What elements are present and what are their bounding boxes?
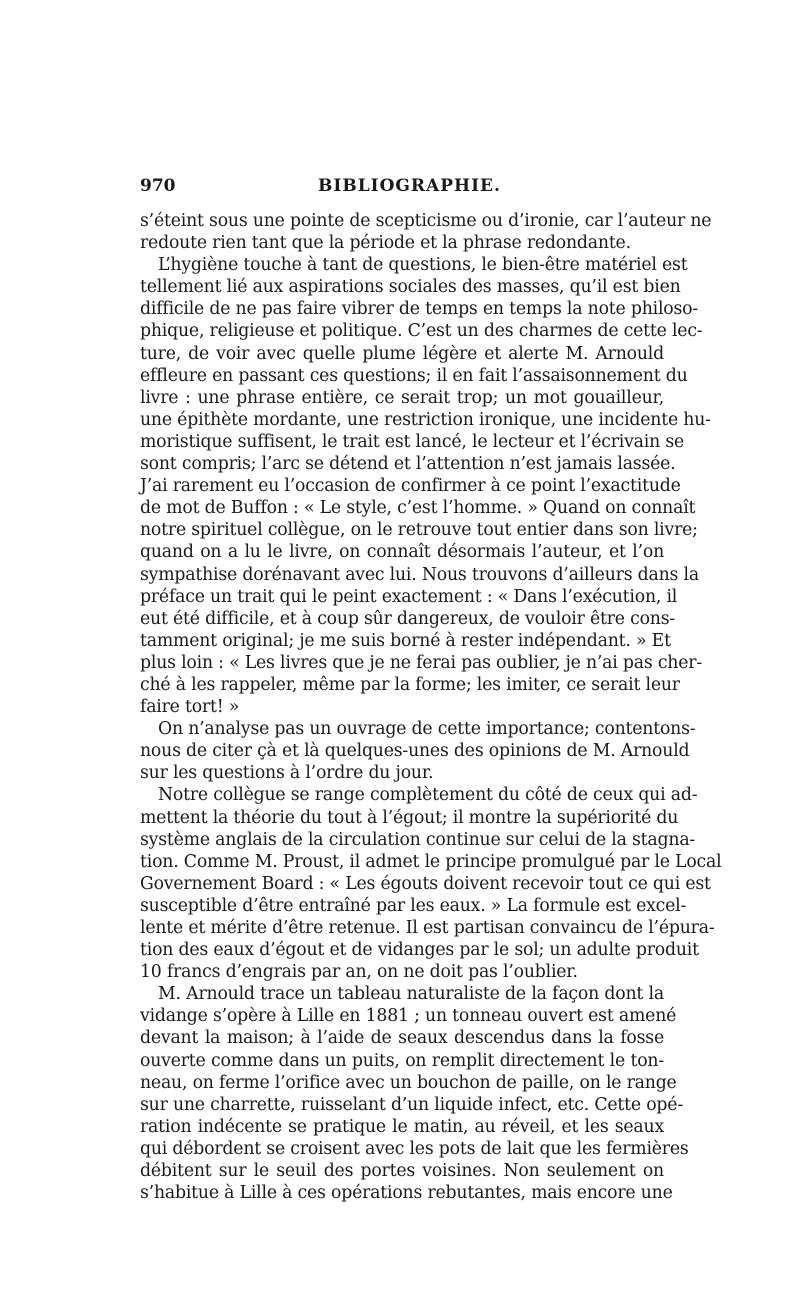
text-line: On n’analyse pas un ouvrage de cette importance; contentons-	[158, 719, 696, 740]
text-line: Notre collègue se range complètement du côté de ceux qui ad-	[158, 785, 698, 806]
text-line: tion des eaux d’égout et de vidanges par le sol; un adulte produit	[140, 940, 699, 961]
text-line: préface un trait qui le peint exactement : « Dans l’exécution, il	[140, 586, 678, 607]
text-line: 10 francs d’engrais par an, on ne doit pas l’oublier.	[140, 962, 578, 983]
text-line: s’éteint sous une pointe de scepticisme ou d’ironie, car l’auteur ne	[140, 211, 712, 231]
text-line: devant la maison; à l’aide de seaux descendus dans la fosse	[140, 1028, 664, 1049]
running-title: BIBLIOGRAPHIE.	[318, 176, 501, 196]
text-line: ture, de voir avec quelle plume légère et alerte M. Arnould	[140, 343, 664, 364]
text-line: nous de citer çà et là quelques-unes des opinions de M. Arnould	[140, 741, 690, 762]
body-text	[140, 210, 722, 1204]
text-line: sympathise dorénavant avec lui. Nous trouvons d’ailleurs dans la	[140, 564, 699, 585]
page-number: 970	[140, 176, 176, 196]
text-line: ration indécente se pratique le matin, au réveil, et les seaux	[140, 1116, 664, 1137]
text-line: système anglais de la circulation continue sur celui de la stagna-	[140, 829, 696, 850]
text-line: plus loin : « Les livres que je ne ferai pas oublier, je n’ai pas cher-	[140, 652, 702, 673]
text-line: débitent sur le seuil des portes voisines. Non seulement on	[140, 1161, 664, 1182]
text-line: faire tort! »	[140, 697, 240, 718]
text-line: sont compris; l’arc se détend et l’attention n’est jamais lassée.	[140, 454, 676, 475]
text-line: tion. Comme M. Proust, il admet le principe promulgué par le Local	[140, 851, 722, 872]
text-line: livre : une phrase entière, ce serait trop; un mot gouailleur,	[140, 387, 664, 408]
text-line: sur une charrette, ruisselant d’un liquide infect, etc. Cette opé-	[140, 1094, 683, 1115]
text-line: qui débordent se croisent avec les pots de lait que les fermières	[140, 1138, 689, 1159]
page-header	[140, 176, 664, 200]
text-line: ché à les rappeler, même par la forme; les imiter, ce serait leur	[140, 674, 680, 695]
book-page	[140, 176, 722, 1204]
text-line: sur les questions à l’ordre du jour.	[140, 763, 434, 784]
text-line: redoute rien tant que la période et la phrase redondante.	[140, 233, 631, 254]
text-line: eut été difficile, et à coup sûr dangereux, de vouloir être cons-	[140, 608, 676, 629]
text-line: tellement lié aux aspirations sociales des masses, qu’il est bien	[140, 277, 681, 298]
text-line: s’habitue à Lille à ces opérations rebutantes, mais encore une	[140, 1183, 673, 1204]
text-line: susceptible d’être entraîné par les eaux. » La formule est excel-	[140, 895, 687, 916]
text-line: moristique suffisent, le trait est lancé, le lecteur et l’écrivain se	[140, 431, 685, 452]
text-line: Governement Board : « Les égouts doivent recevoir tout ce qui est	[140, 873, 711, 894]
text-line: lente et mérite d’être retenue. Il est partisan convaincu de l’épura-	[140, 918, 715, 938]
text-line: J’ai rarement eu l’occasion de confirmer à ce point l’exactitude	[140, 476, 681, 497]
text-line: ouverte comme dans un puits, on remplit directement le ton-	[140, 1050, 664, 1071]
text-line: mettent la théorie du tout à l’égout; il montre la supériorité du	[140, 807, 679, 828]
text-line: L’hygiène touche à tant de questions, le bien-être matériel est	[158, 255, 688, 276]
text-line: difficile de ne pas faire vibrer de temps en temps la note philoso-	[140, 299, 699, 320]
text-line: phique, religieuse et politique. C’est un des charmes de cette lec-	[140, 321, 703, 342]
text-line: notre spirituel collègue, on le retrouve tout entier dans son livre;	[140, 520, 698, 541]
text-line: tamment original; je me suis borné à rester indépendant. » Et	[140, 630, 671, 651]
text-line: quand on a lu le livre, on connaît désormais l’auteur, et l’on	[140, 542, 664, 563]
text-line: M. Arnould trace un tableau naturaliste de la façon dont la	[158, 984, 664, 1005]
text-line: de mot de Buffon : « Le style, c’est l’homme. » Quand on connaît	[140, 498, 696, 519]
text-line: une épithète mordante, une restriction ironique, une incidente hu-	[140, 409, 711, 430]
text-line: neau, on ferme l’orifice avec un bouchon de paille, on le range	[140, 1072, 677, 1093]
text-line: effleure en passant ces questions; il en fait l’assaisonnement du	[140, 365, 688, 386]
text-line: vidange s’opère à Lille en 1881 ; un tonneau ouvert est amené	[140, 1006, 677, 1027]
